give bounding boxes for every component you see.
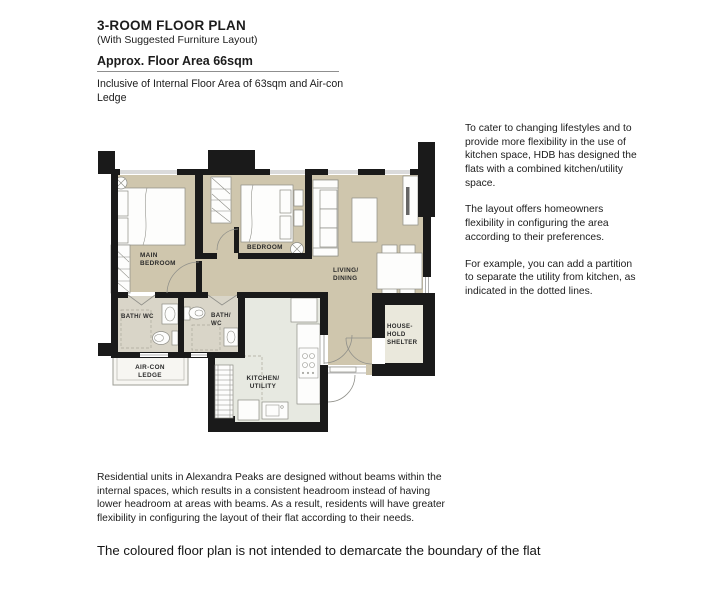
bedside-table bbox=[294, 210, 303, 226]
label-main-bedroom: BEDROOM bbox=[140, 260, 176, 267]
label-household-shelter: HOUSE- bbox=[387, 323, 413, 330]
kitchen-flexibility-note bbox=[465, 122, 643, 312]
label-bath1: BATH/ WC bbox=[121, 313, 154, 320]
label-aircon-ledge: AIR-CON bbox=[135, 364, 165, 371]
kitchen-unit bbox=[238, 400, 259, 420]
entrance-hall-floor bbox=[328, 292, 372, 375]
label-bath2: WC bbox=[211, 320, 222, 327]
floor-area-heading: Approx. Floor Area 66sqm bbox=[97, 54, 253, 68]
beam-free-note: Residential units in Alexandra Peaks are designed without beams within the internal spaces, which results in a consistent headroom instead of having lower headroom at areas with beams. As a result, residents will have greater flexibility in configuring the layout of their flat according to their needs. bbox=[97, 472, 445, 525]
label-aircon-ledge: LEDGE bbox=[138, 372, 162, 379]
label-kitchen-utility: UTILITY bbox=[249, 383, 277, 390]
entrance-door-leaf bbox=[330, 367, 356, 372]
label-main-bedroom: MAIN bbox=[140, 252, 158, 259]
dining-chair bbox=[382, 245, 397, 254]
hallway-floor bbox=[197, 253, 328, 298]
kitchen-counter bbox=[297, 324, 320, 404]
sink bbox=[224, 328, 238, 346]
door-leaf bbox=[196, 261, 202, 293]
label-bedroom: BEDROOM bbox=[247, 244, 283, 251]
label-living-dining: LIVING/ bbox=[333, 267, 359, 274]
kitchen-cabinet bbox=[291, 298, 317, 322]
toilet bbox=[172, 331, 178, 345]
dining-table bbox=[377, 253, 422, 289]
page-subtitle: (With Suggested Furniture Layout) bbox=[97, 34, 258, 46]
label-kitchen-utility: KITCHEN/ bbox=[246, 375, 280, 382]
label-bath2: BATH/ bbox=[211, 312, 231, 319]
pillow bbox=[280, 190, 291, 213]
page-title: 3-ROOM FLOOR PLAN bbox=[97, 18, 246, 33]
floor-plan bbox=[95, 138, 450, 454]
pillow bbox=[280, 216, 291, 239]
label-living-dining: DINING bbox=[333, 275, 358, 282]
side-paragraph-1: To cater to changing lifestyles and to provide more flexibility in the use of kitchen space, HDB has designed the flats with a combined kitchen/utility space. bbox=[465, 123, 637, 189]
side-paragraph-3: For example, you can add a partition to separate the utility from kitchen, as indicated in the dotted lines. bbox=[465, 258, 636, 297]
header-divider bbox=[97, 71, 339, 72]
entrance-door-swing bbox=[328, 375, 355, 402]
kitchen-window bbox=[215, 365, 233, 418]
bedside-table bbox=[294, 190, 303, 206]
tv bbox=[406, 187, 410, 215]
door-leaf bbox=[234, 227, 239, 253]
side-paragraph-2: The layout offers homeowners flexibility in configuring the area according to their preferences. bbox=[465, 204, 609, 243]
label-household-shelter: HOLD bbox=[387, 331, 406, 338]
aircon-ledge bbox=[113, 357, 188, 385]
dining-chair bbox=[400, 245, 415, 254]
floor-area-note: Inclusive of Internal Floor Area of 63sqm and Air-con Ledge bbox=[97, 78, 344, 105]
coffee-table bbox=[352, 198, 377, 242]
label-household-shelter: SHELTER bbox=[387, 339, 418, 346]
footer-disclaimer: The coloured floor plan is not intended to demarcate the boundary of the flat bbox=[97, 543, 541, 558]
tv-console bbox=[403, 176, 418, 225]
shelter-door-opening bbox=[372, 338, 385, 364]
